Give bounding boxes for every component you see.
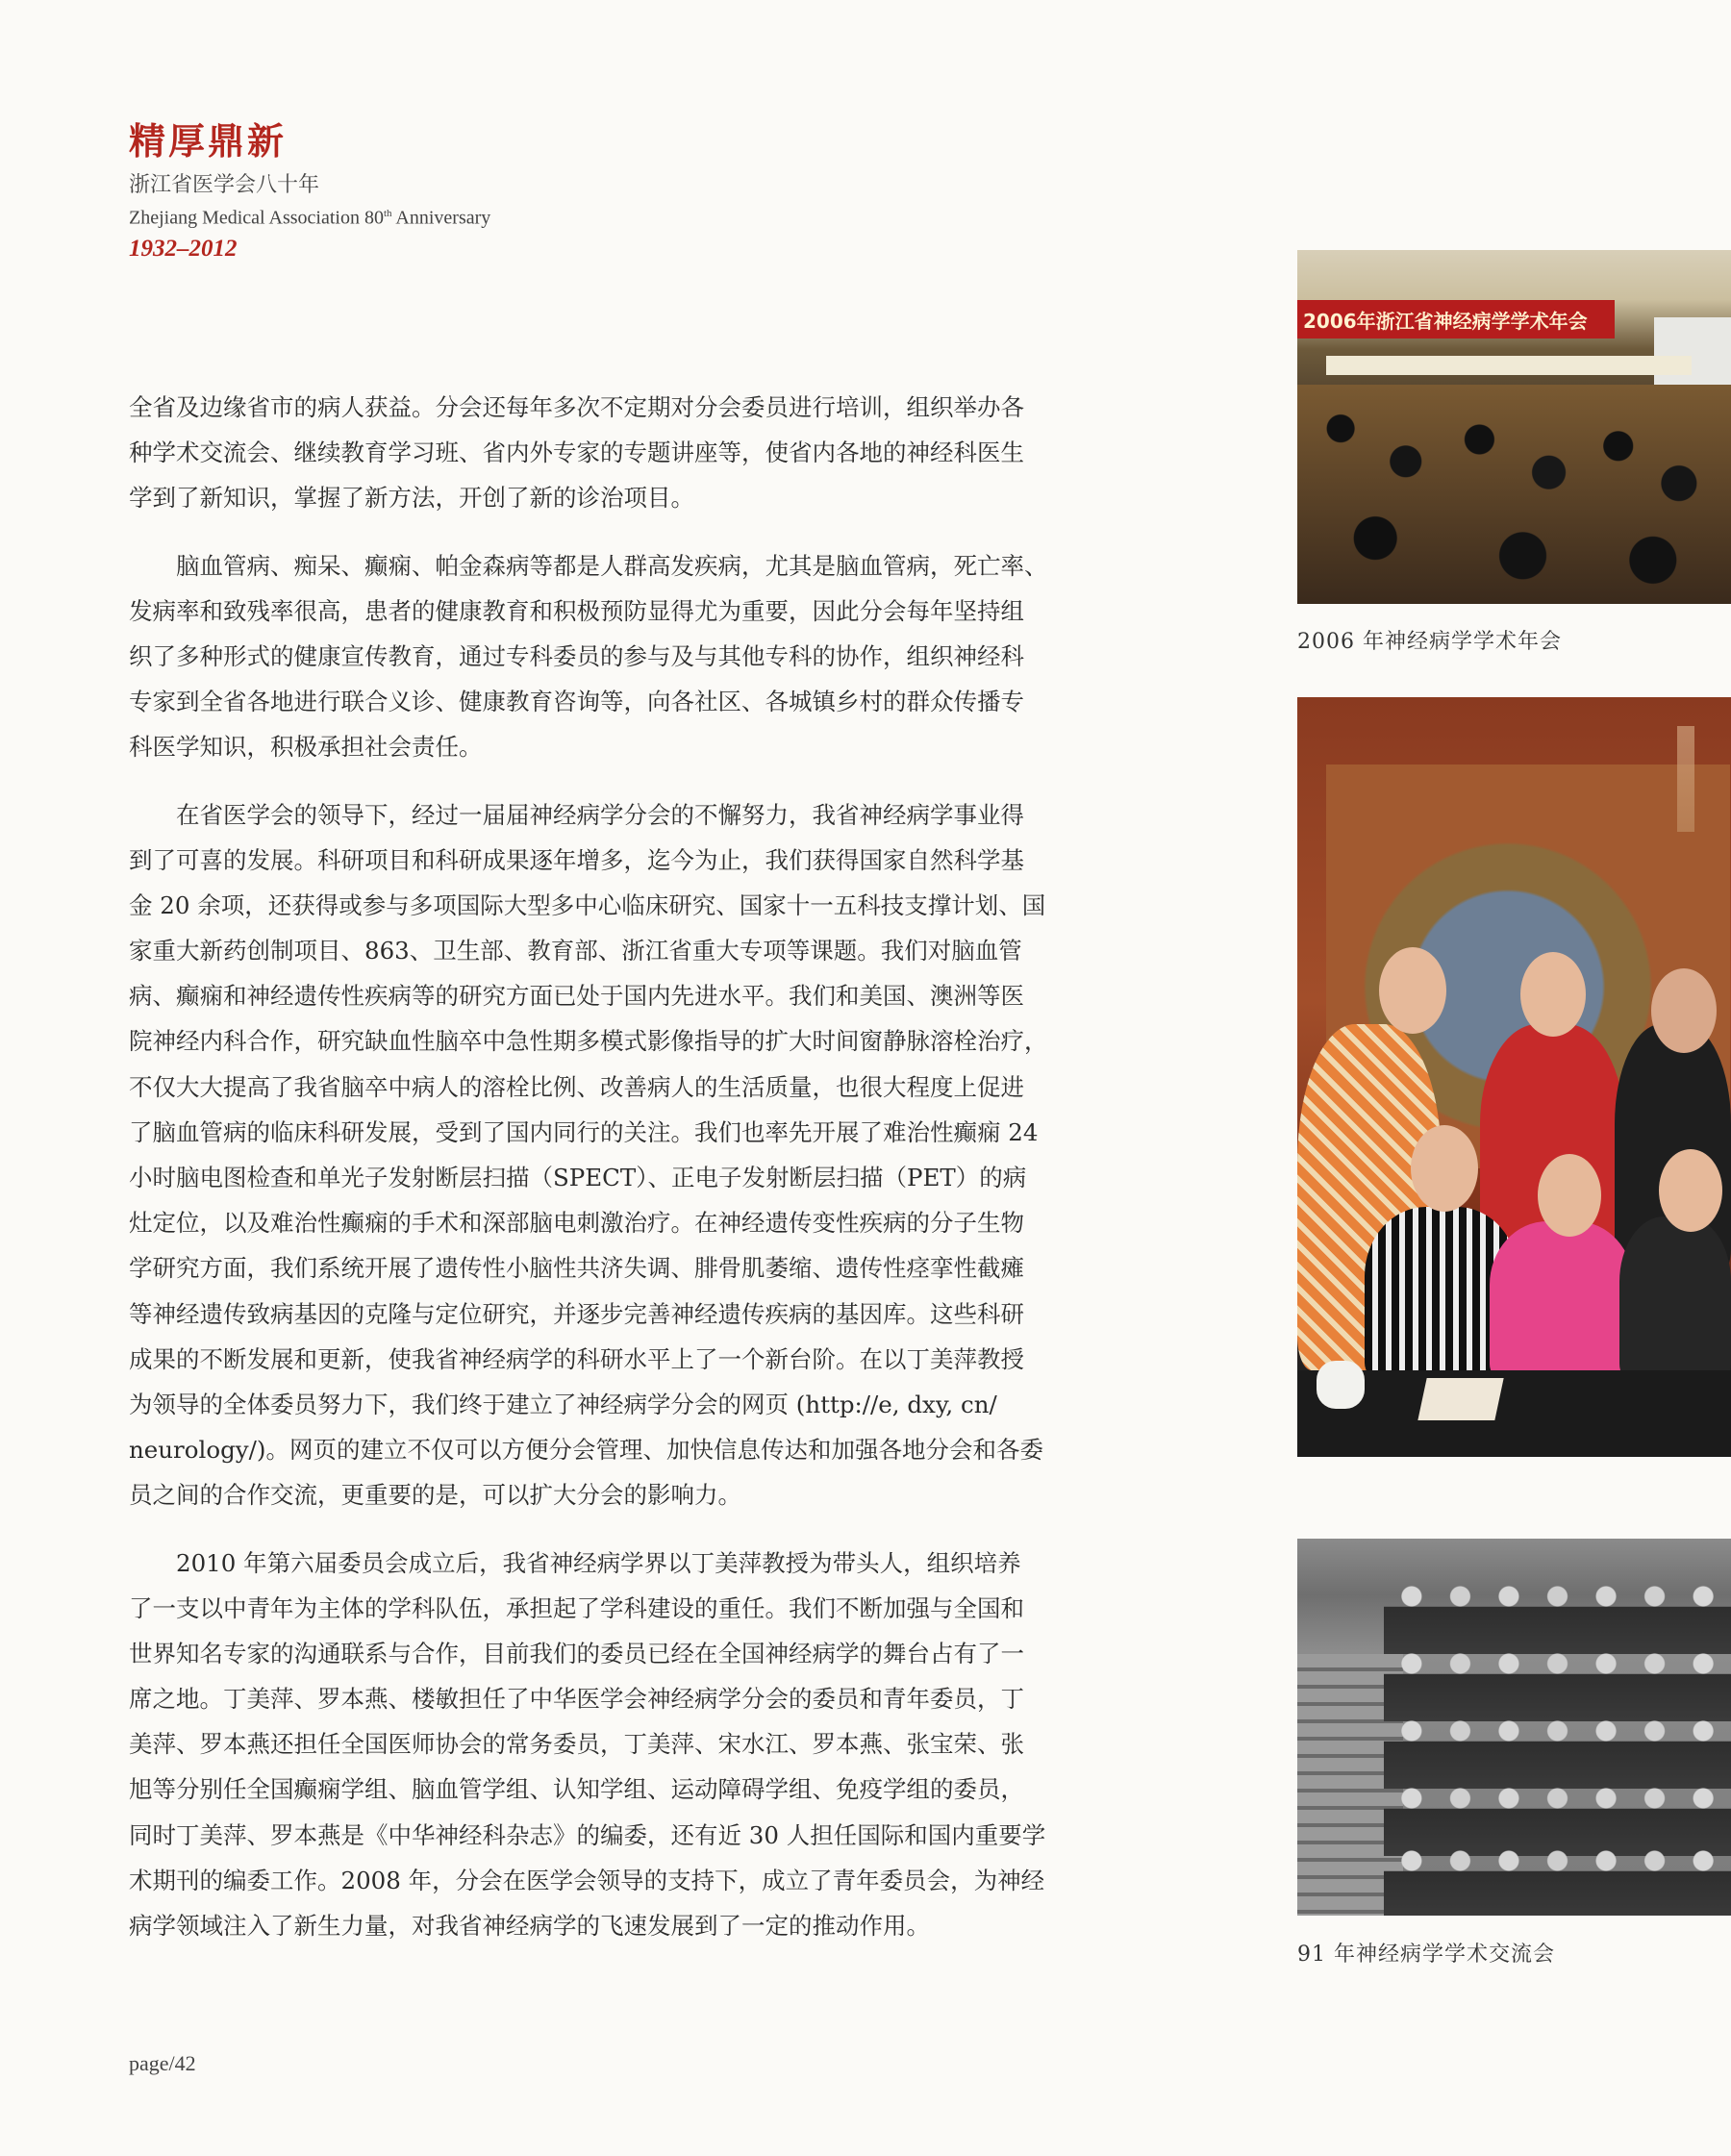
text-line: 科医学知识，积极承担社会责任。: [129, 733, 483, 762]
text-line: 旭等分别任全国癫痫学组、脑血管学组、认知学组、运动障碍学组、免疫学组的委员，: [129, 1775, 1024, 1804]
text-line: 了脑血管病的临床科研发展，受到了国内同行的关注。我们也率先开展了难治性癫痫 24: [129, 1117, 1039, 1146]
text-line: 脑血管病、痴呆、癫痫、帕金森病等都是人群高发疾病，尤其是脑血管病，死亡率、: [129, 551, 1048, 580]
text-line: 病学领域注入了新生力量，对我省神经病学的飞速发展到了一定的推动作用。: [129, 1912, 930, 1940]
text-line: 全省及边缘省市的病人获益。分会还每年多次不定期对分会委员进行培训，组织举办各: [129, 393, 1024, 421]
text-line: 学研究方面，我们系统开展了遗传性小脑性共济失调、腓骨肌萎缩、遗传性痉挛性截瘫: [129, 1254, 1024, 1283]
name-card: [1417, 1378, 1503, 1420]
brand-title: 精厚鼎新: [129, 119, 288, 163]
person-head: [1411, 1125, 1478, 1212]
group-row: [1384, 1577, 1731, 1654]
conference-banner: [1297, 300, 1615, 338]
text-line: 在省医学会的领导下，经过一届届神经病学分会的不懈努力，我省神经病学事业得: [129, 800, 1024, 829]
conference-banner-text: 2006年浙江省神经病学学术年会: [1303, 310, 1588, 333]
text-line: 院神经内科合作，研究缺血性脑卒中急性期多模式影像指导的扩大时间窗静脉溶栓治疗，: [129, 1027, 1048, 1056]
group-row: [1384, 1644, 1731, 1721]
group-photo-committee: [1297, 697, 1731, 1457]
subtitle-english-end: Anniversary: [391, 207, 491, 229]
anniversary-years: 1932–2012: [129, 235, 238, 262]
person-head: [1520, 952, 1586, 1037]
text-line: 为领导的全体委员努力下，我们终于建立了神经病学分会的网页 (http://e, dxy, cn/: [129, 1390, 997, 1418]
article-body: [129, 385, 1116, 1970]
person-head: [1538, 1154, 1601, 1237]
presidium-table: [1326, 356, 1692, 375]
text-line: 了一支以中青年为主体的学科队伍，承担起了学科建设的重任。我们不断加强与全国和: [129, 1593, 1024, 1622]
text-line: 成果的不断发展和更新，使我省神经病学的科研水平上了一个新台阶。在以丁美萍教授: [129, 1344, 1024, 1373]
text-line: 小时脑电图检查和单光子发射断层扫描（SPECT）、正电子发射断层扫描（PET）的病: [129, 1164, 1027, 1191]
subtitle-english-sup: th: [383, 208, 392, 219]
text-line: 美萍、罗本燕还担任全国医师协会的常务委员，丁美萍、宋水江、罗本燕、张宝荣、张: [129, 1730, 1024, 1759]
text-line: 家重大新药创制项目、863、卫生部、教育部、浙江省重大专项等课题。我们对脑血管: [129, 937, 1022, 965]
photo1-caption: 2006 年神经病学学术年会: [1297, 630, 1562, 654]
group-photo-1991: [1297, 1539, 1731, 1916]
text-line: 灶定位，以及难治性癫痫的手术和深部脑电刺激治疗。在神经遗传变性疾病的分子生物: [129, 1209, 1024, 1238]
subtitle-english-text: Zhejiang Medical Association 80: [129, 207, 384, 229]
text-line: 专家到全省各地进行联合义诊、健康教育咨询等，向各社区、各城镇乡村的群众传播专: [129, 688, 1024, 716]
text-line: 术期刊的编委工作。2008 年，分会在医学会领导的支持下，成立了青年委员会，为神经: [129, 1866, 1045, 1894]
text-line: 病、癫痫和神经遗传性疾病等的研究方面已处于国内先进水平。我们和美国、澳洲等医: [129, 982, 1024, 1011]
person-figure: [1490, 1221, 1634, 1380]
text-line: 种学术交流会、继续教育学习班、省内外专家的专题讲座等，使省内各地的神经科医生: [129, 439, 1024, 467]
text-line: 等神经遗传致病基因的克隆与定位研究，并逐步完善神经遗传疾病的基因库。这些科研: [129, 1299, 1024, 1328]
text-line: 发病率和致残率很高，患者的健康教育和积极预防显得尤为重要，因此分会每年坚持组: [129, 596, 1024, 625]
paragraph: [129, 385, 1116, 521]
text-line: 金 20 余项，还获得或参与多项国际大型多中心临床研究、国家十一五科技支撑计划、国: [129, 890, 1046, 919]
photo3-caption: 91 年神经病学学术交流会: [1297, 1943, 1555, 1967]
person-figure: [1619, 1216, 1731, 1380]
page-number: page/42: [129, 2051, 196, 2075]
person-head: [1651, 968, 1717, 1053]
paragraph: [129, 792, 1116, 1518]
text-line: 不仅大大提高了我省脑卒中病人的溶栓比例、改善病人的生活质量，也很大程度上促进: [129, 1072, 1024, 1101]
text-line: 席之地。丁美萍、罗本燕、楼敏担任了中华医学会神经病学分会的委员和青年委员，丁: [129, 1685, 1024, 1714]
conference-photo-2006: [1297, 250, 1731, 604]
text-line: neurology/)。网页的建立不仅可以方便分会管理、加快信息传达和加强各地分会和各委: [129, 1436, 1043, 1465]
person-head: [1379, 947, 1446, 1034]
page-header: [129, 121, 629, 263]
text-line: 到了可喜的发展。科研项目和科研成果逐年增多，迄今为止，我们获得国家自然科学基: [129, 845, 1024, 874]
text-line: 2010 年第六届委员会成立后，我省神经病学界以丁美萍教授为带头人，组织培养: [129, 1548, 1021, 1577]
text-line: 学到了新知识，掌握了新方法，开创了新的诊治项目。: [129, 484, 694, 513]
person-head: [1659, 1149, 1722, 1232]
audience: [1297, 385, 1731, 604]
paragraph: [129, 543, 1116, 770]
calligraphy-seal: [1677, 726, 1694, 832]
subtitle-chinese: 浙江省医学会八十年: [129, 173, 320, 197]
text-line: 员之间的合作交流，更重要的是，可以扩大分会的影响力。: [129, 1481, 741, 1510]
text-line: 织了多种形式的健康宣传教育，通过专科委员的参与及与其他专科的协作，组织神经科: [129, 641, 1024, 670]
text-line: 世界知名专家的沟通联系与合作，目前我们的委员已经在全国神经病学的舞台占有了一: [129, 1639, 1024, 1667]
group-row: [1384, 1842, 1731, 1916]
paragraph: [129, 1541, 1116, 1949]
text-line: 同时丁美萍、罗本燕是《中华神经科杂志》的编委，还有近 30 人担任国际和国内重要学: [129, 1820, 1046, 1849]
group-row: [1384, 1712, 1731, 1789]
subtitle-english: [129, 200, 629, 232]
tea-cup: [1317, 1361, 1365, 1409]
